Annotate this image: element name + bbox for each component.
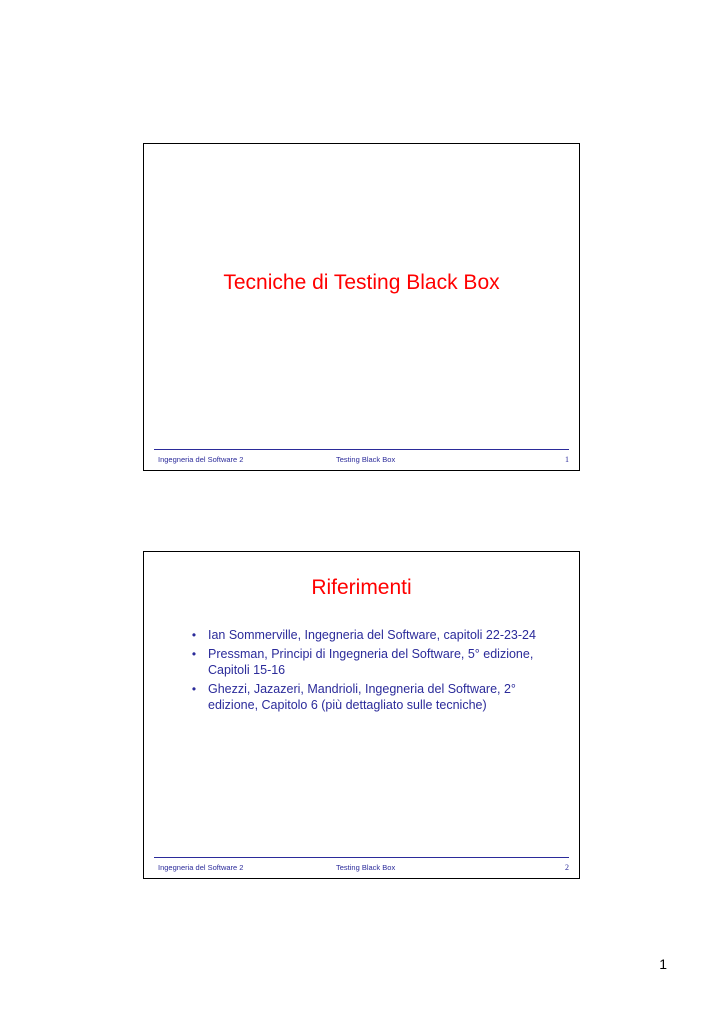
list-item: [188, 681, 539, 713]
slide-2-title: Riferimenti: [311, 576, 412, 599]
bullet-icon: •: [191, 628, 197, 642]
slide-1: [143, 143, 580, 471]
list-item: [188, 627, 539, 643]
reference-text: Ghezzi, Jazazeri, Mandrioli, Ingegneria del Software, 2° edizione, Capitolo 6 (più dettagliato sulle tecniche): [208, 682, 516, 712]
list-item: [188, 646, 539, 678]
slide-2-footer-number: 2: [565, 863, 569, 872]
slide-2: [143, 551, 580, 879]
slide-2-footer-course: Ingegneria del Software 2: [158, 863, 244, 872]
bullet-icon: •: [191, 647, 197, 661]
slide-1-footer-number: 1: [565, 455, 569, 464]
references-list: [188, 627, 539, 716]
reference-text: Pressman, Principi di Ingegneria del Software, 5° edizione, Capitoli 15-16: [208, 647, 534, 677]
slide-1-footer-course: Ingegneria del Software 2: [158, 455, 244, 464]
slide-2-footer-topic: Testing Black Box: [336, 863, 396, 872]
reference-text: Ian Sommerville, Ingegneria del Software, capitoli 22-23-24: [208, 628, 536, 642]
bullet-icon: •: [191, 682, 197, 696]
slide-1-title: Tecniche di Testing Black Box: [223, 271, 500, 294]
slide-1-footer-topic: Testing Black Box: [336, 455, 396, 464]
slide-2-footer-rule: [154, 857, 569, 858]
slide-1-footer-rule: [154, 449, 569, 450]
page-number: 1: [659, 956, 667, 972]
